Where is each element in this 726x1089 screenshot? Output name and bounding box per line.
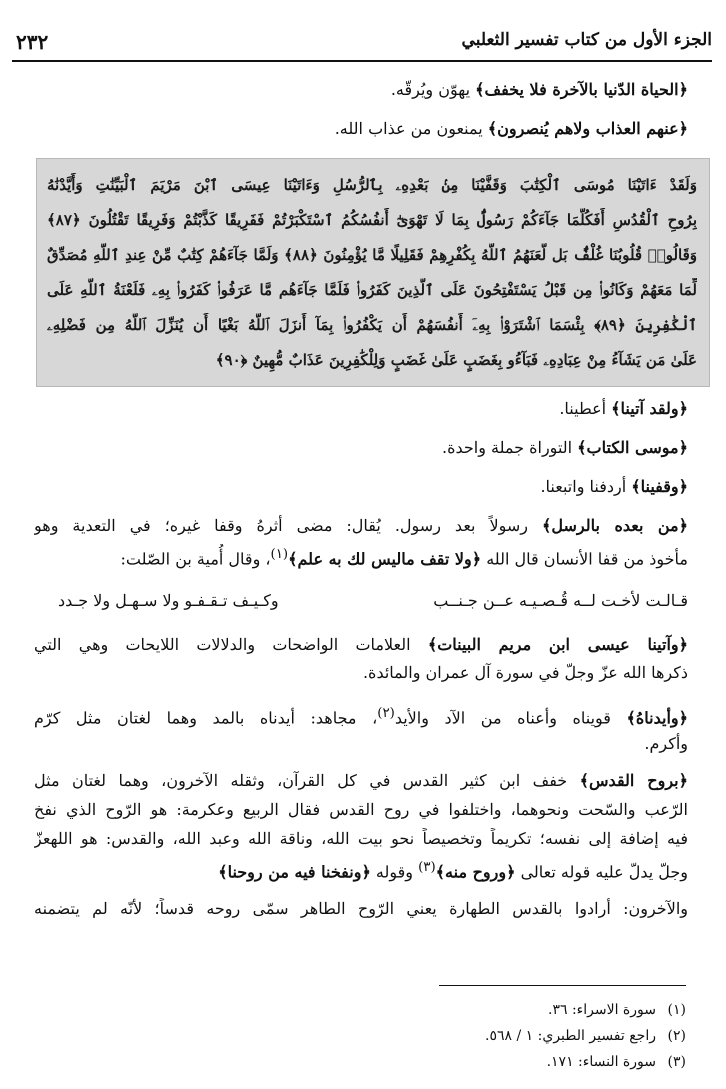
entry-4 <box>34 515 688 537</box>
gloss-text: قويناه وأعناه من الآد والأيد <box>394 708 627 728</box>
entry-1 <box>34 398 688 420</box>
quran-term: ﴿وآتينا عيسى ابن مريم البينات﴾ <box>427 635 688 654</box>
entry-7-line-2: الرّعب والسّحت ونحوهما، واختلفوا في روح القدس فقال الربيع وعكرمة: هو الرّوح الذي نفخ <box>34 800 688 819</box>
footnote-3 <box>200 1052 686 1072</box>
entry-3 <box>34 476 688 498</box>
footnote-number: (٣) <box>667 1054 686 1070</box>
quran-line-3: وَقَالُوا۟ قُلُوبُنَا غُلْفٌۢ بَل لَّعَنَهُمُ ٱللَّهُ بِكُفْرِهِمْ فَقَلِيلًا مَّا يُؤْمِنُونَ ﴿٨٨﴾ وَلَمَّا جَآءَهُمْ كِتَٰبٌ مِّنْ عِندِ ٱللَّهِ مُصَدِّقٌ <box>47 246 697 264</box>
entry-8: والآخرون: أرادوا بالقدس الطهارة يعني الرّوح الطاهر سمّى روحه قدساً؛ لأنّه لم يتضمنه <box>34 899 688 918</box>
footnote-rule <box>439 985 686 986</box>
quran-line-1: وَلَقَدْ ءَاتَيْنَا مُوسَى ٱلْكِتَٰبَ وَقَفَّيْنَا مِنۢ بَعْدِهِۦ بِٱلرُّسُلِ وَءَاتَيْنَا عِيسَى ٱبْنَ مَرْيَمَ ٱلْبَيِّنَٰتِ وَأَيَّدْنَٰهُ <box>47 176 697 194</box>
gloss-text: يمنعون من عذاب الله. <box>334 119 488 138</box>
header-rule <box>12 60 712 62</box>
quran-term: ﴿وقفينا﴾ <box>631 477 688 496</box>
running-title: الجزء الأول من كتاب تفسير الثعلبي <box>461 30 712 50</box>
quran-verses-box <box>36 158 710 387</box>
quran-term: ﴿من بعده بالرسل﴾ <box>542 516 688 535</box>
entry-7 <box>34 770 688 792</box>
verse-hemistich-right: قـالـت لأخـت لــه قُـصـيـه عــن جـنــب <box>433 591 688 610</box>
gloss-text: يهوّن ويُرقّه. <box>390 80 476 99</box>
quran-term: ﴿ونفخنا فيه من روحنا﴾ <box>218 862 371 882</box>
footnote-ref: (٣) <box>418 860 436 875</box>
footnote-text: سورة النساء: ١٧١. <box>546 1054 656 1070</box>
entry-4-line-2 <box>34 544 688 570</box>
quran-term: ﴿ولا تقف ماليس لك به علم﴾ <box>288 549 482 569</box>
page-header <box>12 28 712 62</box>
quran-line-5: ٱلْكَٰفِرِينَ ﴿٨٩﴾ بِئْسَمَا ٱشْتَرَوْا۟ بِهِۦٓ أَنفُسَهُمْ أَن يَكْفُرُوا۟ بِمَآ أَنزَلَ ٱللَّهُ بَغْيًا أَن يُنَزِّلَ ٱللَّهُ مِن فَضْلِهِۦ <box>47 316 697 334</box>
footnote-text: سورة الاسراء: ٣٦. <box>548 1002 656 1018</box>
footnote-text: راجع تفسير الطبري: ١ / ٥٦٨. <box>485 1028 656 1044</box>
entry-7-line-3: فيه إضافة إلى نفسه؛ تكريماً وتخصيصاً نحو بيت الله، وناقة الله وعبد الله، والقدس: هو اللهعزّ <box>34 829 688 848</box>
gloss-text: التوراة جملة واحدة. <box>442 438 578 457</box>
entry-6 <box>34 703 688 729</box>
quran-line-2: بِرُوحِ ٱلْقُدُسِ أَفَكُلَّمَا جَآءَكُمْ رَسُولٌۢ بِمَا لَا تَهْوَىٰٓ أَنفُسُكُمُ ٱسْتَكْبَرْتُمْ فَفَرِيقًا كَذَّبْتُمْ وَفَرِيقًا تَقْتُلُونَ ﴿٨٧﴾ <box>47 211 697 229</box>
gloss-text: أعطينا. <box>559 399 612 418</box>
quran-term: ﴿وروح منه﴾ <box>435 862 516 882</box>
entry-6-line-2: وأكرم. <box>644 734 688 753</box>
poetry-verse <box>34 590 688 612</box>
quran-term: ﴿الحياة الدّنيا بالآخرة فلا يخفف﴾ <box>475 80 688 99</box>
gloss-text: رسولاً بعد رسول. يُقال: مضى أثرهُ وقفا غيره؛ في التعدية وهو <box>34 516 543 535</box>
gloss-text: ، مجاهد: أيدناه بالمد وهما لغتان مثل كرّم <box>34 708 378 728</box>
footnote-number: (٢) <box>667 1028 686 1044</box>
footnote-ref: (٢) <box>377 706 395 721</box>
quran-term: ﴿عنهم العذاب ولاهم يُنصرون﴾ <box>487 119 688 138</box>
gloss-text: وقوله <box>370 862 419 882</box>
footnote-2 <box>200 1026 686 1046</box>
quran-term: ﴿ولقد آتينا﴾ <box>611 399 688 418</box>
gloss-text: أردفنا واتبعنا. <box>540 477 632 496</box>
gloss-text: مأخوذ من قفا الأنسان قال الله <box>481 549 688 569</box>
gloss-text: ، وقال أُمية بن الصّلت: <box>120 549 271 569</box>
gloss-text: خفف ابن كثير القدس في كل القرآن، وثقله الآخرون، وهما لغتان مثل <box>34 771 580 790</box>
intro-line-1 <box>34 79 688 101</box>
quran-term: ﴿موسى الكتاب﴾ <box>577 438 688 457</box>
page-number: ٢٣٢ <box>16 30 49 54</box>
quran-line-6: عَلَىٰ مَن يَشَآءُ مِنْ عِبَادِهِۦ فَبَآءُو بِغَضَبٍ عَلَىٰ غَضَبٍ وَلِلْكَٰفِرِينَ عَذَابٌ مُّهِينٌ ﴿٩٠﴾ <box>215 351 697 369</box>
entry-5-line-2: ذكرها الله عزّ وجلّ في سورة آل عمران والمائدة. <box>362 663 688 682</box>
quran-line-4: لِّمَا مَعَهُمْ وَكَانُوا۟ مِن قَبْلُ يَسْتَفْتِحُونَ عَلَى ٱلَّذِينَ كَفَرُوا۟ فَلَمَّا جَآءَهُم مَّا عَرَفُوا۟ كَفَرُوا۟ بِهِۦ فَلَعْنَةُ ٱللَّهِ عَلَى <box>47 281 697 299</box>
gloss-text: العلامات الواضحات والدلالات اللايحات وهي التي <box>34 635 428 654</box>
entry-7-line-4 <box>34 857 688 883</box>
footnote-number: (١) <box>667 1002 686 1018</box>
footnote-ref: (١) <box>270 547 289 562</box>
gloss-text: وجلّ يدلّ عليه قوله تعالى <box>515 862 688 882</box>
entry-2 <box>34 437 688 459</box>
quran-term: ﴿بروح القدس﴾ <box>579 771 688 790</box>
entry-5 <box>34 634 688 656</box>
verse-hemistich-left: وكـيـف تـقـفـو ولا سـهـل ولا جـدد <box>58 591 279 610</box>
intro-line-2 <box>34 118 688 140</box>
quran-term: ﴿وأيدناهُ﴾ <box>626 708 688 728</box>
footnote-1 <box>200 1000 686 1020</box>
